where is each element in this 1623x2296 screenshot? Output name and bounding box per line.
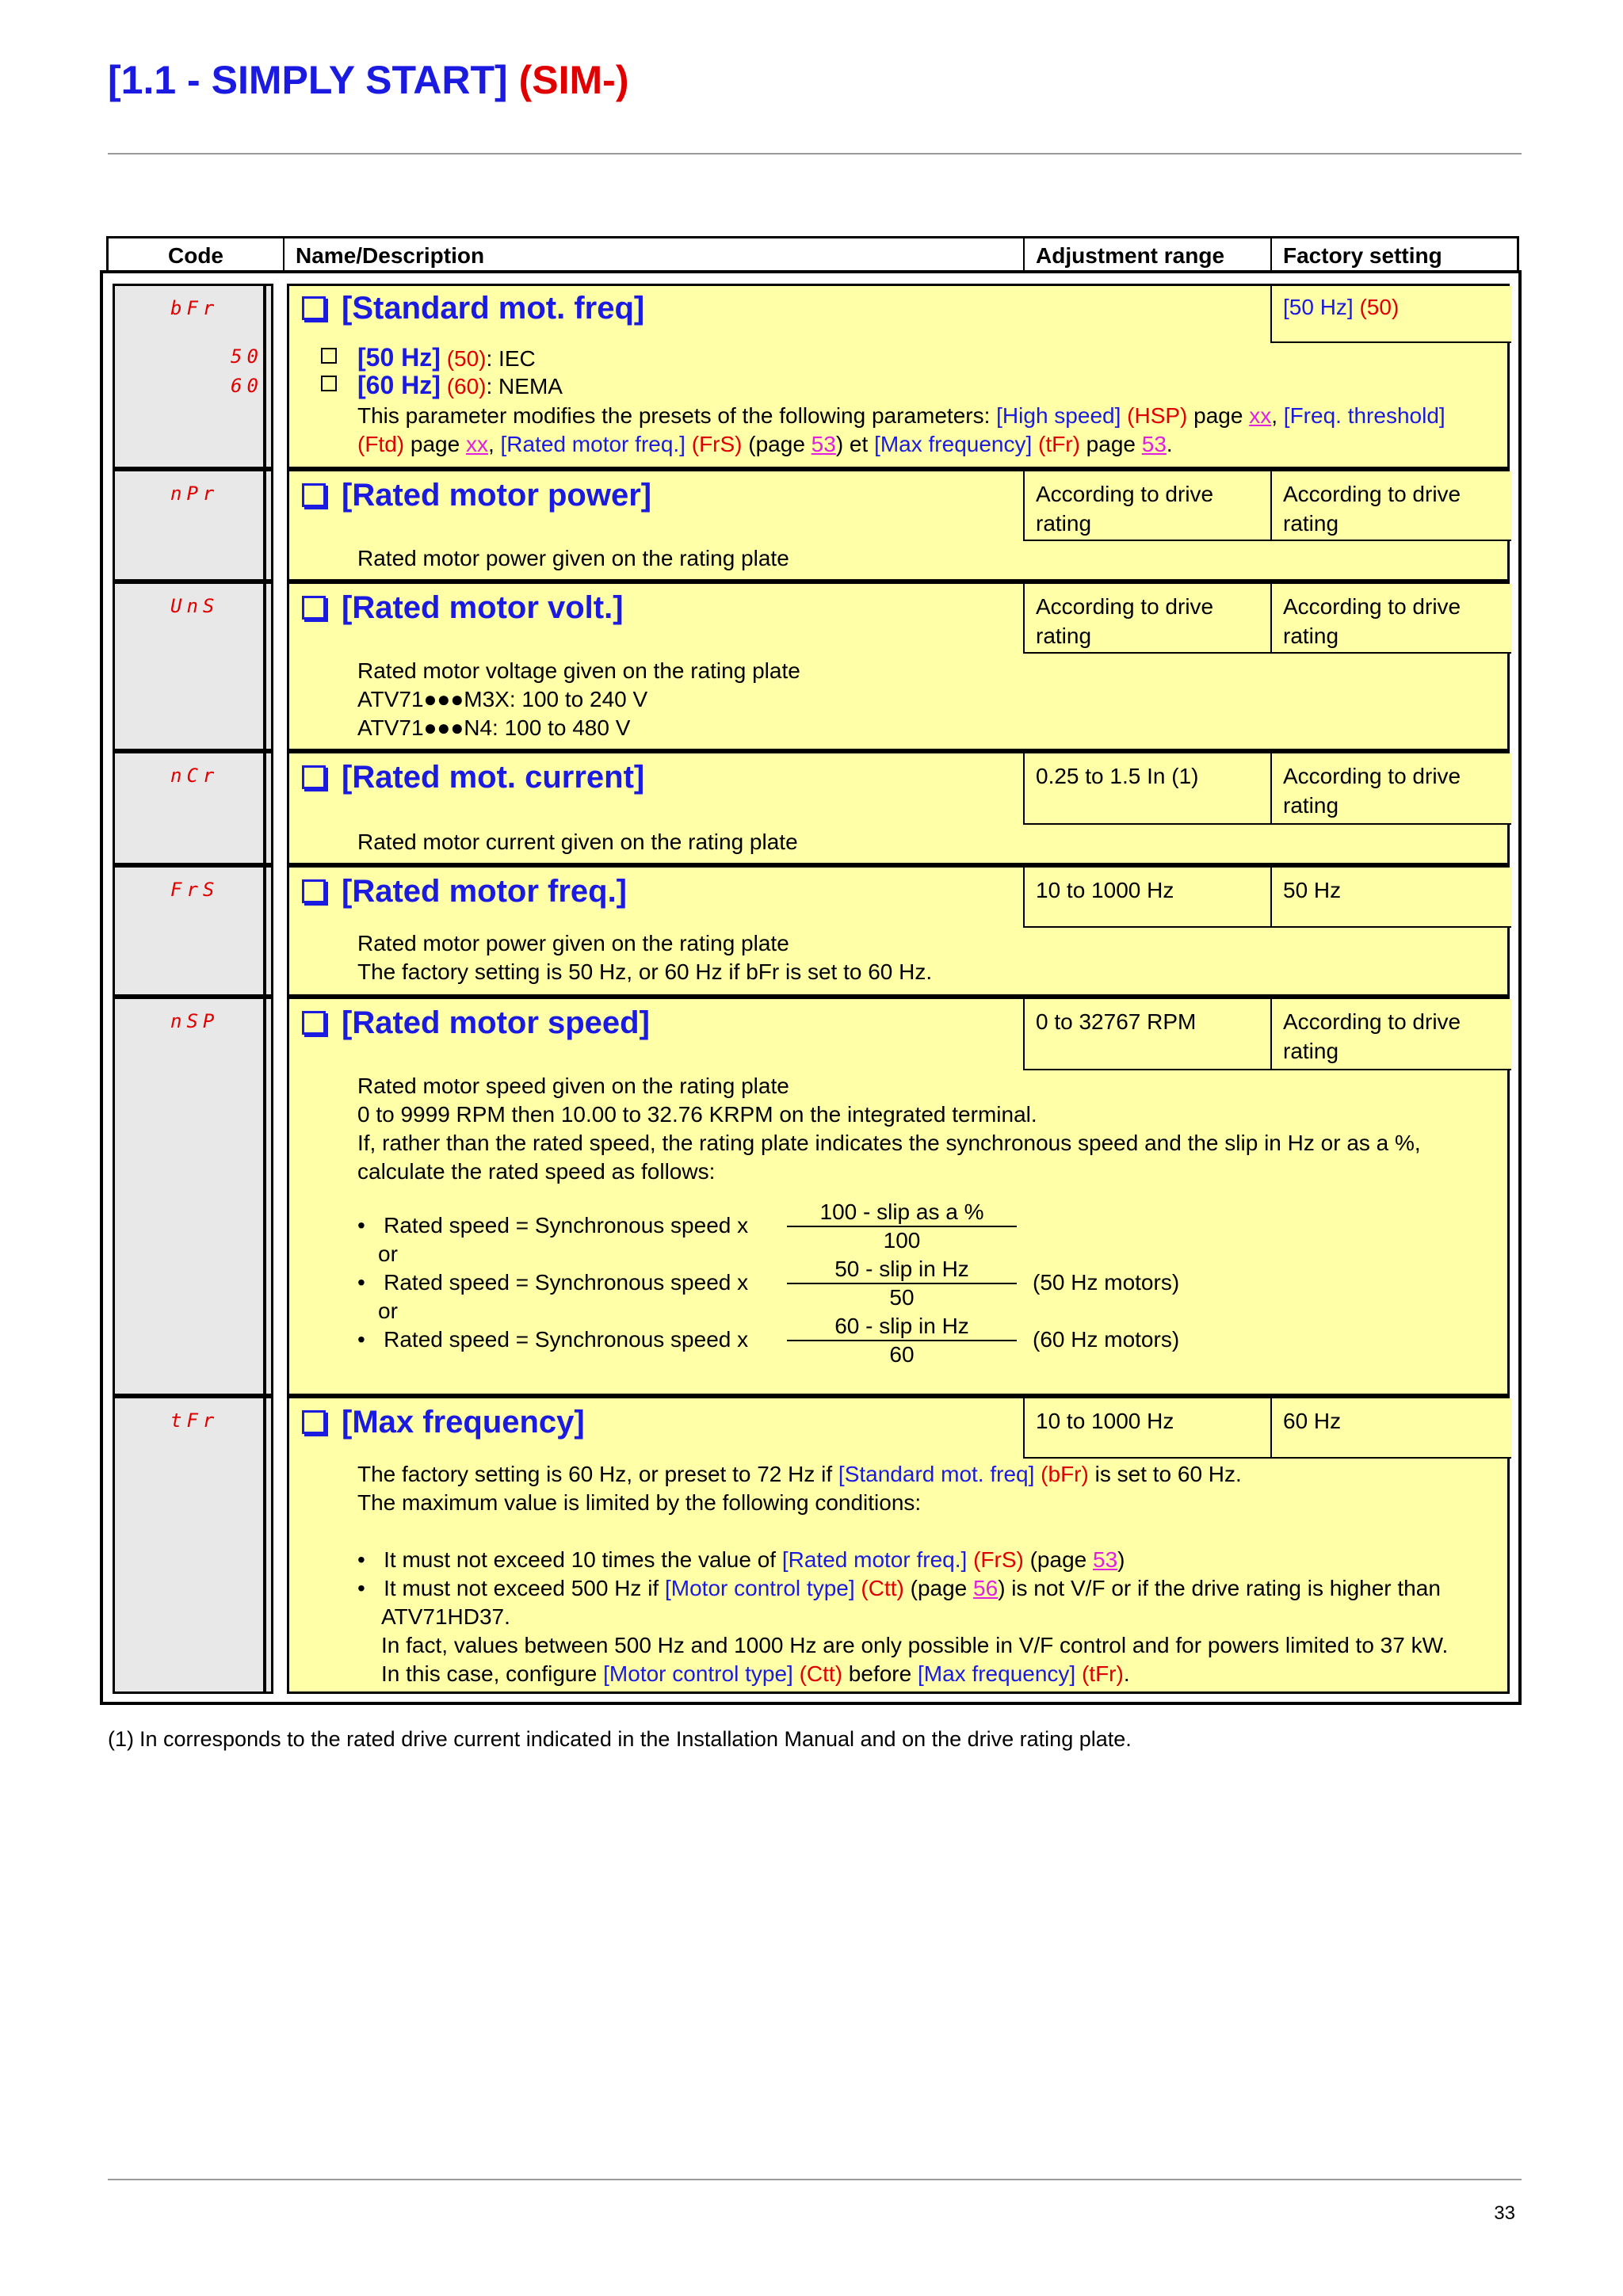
- desc-line-1: Rated motor speed given on the rating plate: [357, 1074, 789, 1098]
- fraction-3: [787, 1313, 1017, 1368]
- param-code-ref: (Ctt): [792, 1661, 843, 1686]
- page-title: [108, 57, 628, 103]
- param-title: [302, 1405, 585, 1440]
- page-number: 33: [1494, 2203, 1515, 2224]
- text: The factory setting is 60 Hz, or preset to 72 Hz if: [357, 1462, 838, 1486]
- header-rule: [108, 153, 1522, 154]
- text: ) is not V/F or if the drive rating is higher than: [998, 1576, 1441, 1600]
- checkbox-icon: [302, 296, 326, 320]
- table-row-bfr: [113, 284, 1510, 469]
- option-code-60: 60: [231, 375, 263, 397]
- param-title: [302, 590, 624, 626]
- option-value: (60): [446, 374, 487, 399]
- option-code-50: 50: [231, 345, 263, 368]
- desc-line-4: calculate the rated speed as follows:: [357, 1159, 716, 1184]
- text: ,: [487, 432, 501, 456]
- text: In this case, configure: [381, 1661, 604, 1686]
- factory-setting-cell: According to drive rating: [1270, 999, 1511, 1070]
- checkbox-icon: [302, 1011, 326, 1035]
- option-60hz: [357, 371, 563, 400]
- param-title-text: [Rated motor speed]: [342, 1005, 650, 1040]
- or-text: or: [378, 1299, 398, 1323]
- text: page: [1187, 403, 1250, 428]
- formula-prefix: Rated speed = Synchronous speed x: [384, 1327, 749, 1352]
- desc-line-2: The factory setting is 50 Hz, or 60 Hz if bFr is set to 60 Hz.: [357, 959, 933, 984]
- or-text: or: [378, 1241, 398, 1266]
- factory-setting-cell: According to drive rating: [1270, 753, 1511, 825]
- footnote-text: In corresponds to the rated drive current indicated in the Installation Manual and on the drive rating plate.: [139, 1727, 1132, 1751]
- description-cell: [287, 582, 1510, 751]
- code-cell: [113, 284, 273, 469]
- col-name-header: Name/Description: [285, 238, 1025, 272]
- footer-rule: [108, 2179, 1522, 2180]
- desc-line-2: The maximum value is limited by the following conditions:: [357, 1490, 922, 1515]
- factory-setting-cell: According to drive rating: [1270, 471, 1511, 541]
- param-ref[interactable]: [Motor control type]: [603, 1661, 793, 1686]
- factory-setting-cell: [1270, 286, 1511, 343]
- param-ref[interactable]: [Freq. threshold]: [1283, 403, 1445, 428]
- col-range-header: Adjustment range: [1025, 238, 1272, 272]
- description-cell: [287, 751, 1510, 865]
- option-value: (50): [446, 346, 487, 371]
- checkbox-icon: [302, 483, 326, 507]
- desc-line-1: [357, 1460, 1242, 1489]
- desc-line-3: If, rather than the rated speed, the rating plate indicates the synchronous speed and the slip in Hz or as a %,: [357, 1131, 1421, 1155]
- text: This parameter modifies the presets of the following parameters:: [357, 403, 997, 428]
- param-title: [302, 478, 651, 513]
- adjustment-range-cell: 0 to 32767 RPM: [1023, 999, 1270, 1070]
- param-title-text: [Rated motor power]: [342, 478, 652, 513]
- numerator: 50 - slip in Hz: [787, 1256, 1017, 1284]
- text: page: [1079, 432, 1142, 456]
- param-code: bFr: [170, 297, 220, 319]
- denominator: 50: [889, 1285, 915, 1310]
- param-code-ref: (Ctt): [854, 1576, 904, 1600]
- desc-line-1: Rated motor power given on the rating plate: [357, 546, 789, 570]
- numerator: 100 - slip as a %: [787, 1199, 1017, 1227]
- param-title: [302, 1005, 650, 1041]
- desc-line-2: [357, 430, 1173, 460]
- col-factory-header: Factory setting: [1283, 243, 1442, 268]
- numerator: 60 - slip in Hz: [787, 1313, 1017, 1341]
- text: It must not exceed 500 Hz if: [384, 1576, 665, 1600]
- param-ref[interactable]: [Max frequency]: [917, 1661, 1076, 1686]
- desc-line-2: 0 to 9999 RPM then 10.00 to 32.76 KRPM on the integrated terminal.: [357, 1102, 1037, 1127]
- formula-prefix: Rated speed = Synchronous speed x: [384, 1213, 749, 1238]
- code-cell: [113, 469, 273, 582]
- checkbox-icon: [302, 879, 326, 903]
- desc-line-1: Rated motor voltage given on the rating plate: [357, 658, 800, 683]
- text: ,: [1271, 403, 1284, 428]
- desc-line-1: Rated motor power given on the rating plate: [357, 931, 789, 955]
- page-title-code: (SIM-): [518, 58, 629, 102]
- param-title-text: [Max frequency]: [342, 1405, 585, 1440]
- text: before: [842, 1661, 918, 1686]
- text: .: [1166, 432, 1173, 456]
- option-label: [60 Hz]: [357, 371, 441, 399]
- desc-line-3: ATV71●●●N4: 100 to 480 V: [357, 715, 631, 740]
- description-cell: [287, 284, 1510, 469]
- checkbox-icon: [321, 348, 337, 364]
- param-title-text: [Rated motor volt.]: [342, 590, 624, 625]
- bullet-2-line-4: [381, 1660, 1130, 1689]
- param-code-ref: (FrS): [967, 1547, 1024, 1572]
- adjustment-range-cell: 0.25 to 1.5 In (1): [1023, 753, 1270, 825]
- formula-note: (50 Hz motors): [1033, 1270, 1180, 1295]
- desc-line-1: [357, 402, 1445, 431]
- desc-line-1: Rated motor current given on the rating plate: [357, 830, 798, 854]
- text: ): [1117, 1547, 1125, 1572]
- param-title-text: [Rated mot. current]: [342, 760, 645, 795]
- checkbox-icon: [302, 1410, 326, 1434]
- footnote-marker: (1): [108, 1727, 134, 1751]
- page-link[interactable]: 53: [1141, 432, 1167, 456]
- param-title: [302, 291, 644, 326]
- option-desc: : IEC: [486, 346, 536, 371]
- table-row-ncr: [113, 751, 1510, 865]
- description-cell: [287, 865, 1510, 997]
- param-code-ref: (HSP): [1121, 403, 1188, 428]
- page-title-text: [1.1 - SIMPLY START]: [108, 58, 508, 102]
- table-row-npr: [113, 469, 1510, 582]
- page-link[interactable]: xx: [465, 432, 488, 456]
- factory-code: (50): [1359, 295, 1400, 319]
- denominator: 100: [883, 1228, 921, 1253]
- param-code: tFr: [170, 1409, 220, 1432]
- param-ref[interactable]: [Motor control type]: [664, 1576, 855, 1600]
- checkbox-icon: [321, 376, 337, 391]
- bullet-1: • It must not exceed 10 times the value of [Rated motor freq.] (FrS) (page 53): [357, 1547, 1125, 1572]
- text: (page: [742, 432, 812, 456]
- table-row-nsp: [113, 997, 1510, 1396]
- checkbox-icon: [302, 596, 326, 620]
- table-row-frs: [113, 865, 1510, 997]
- param-ref[interactable]: [Rated motor freq.]: [781, 1547, 968, 1572]
- param-ref[interactable]: [Max frequency]: [874, 432, 1033, 456]
- text: ) et: [835, 432, 875, 456]
- table-row-uns: [113, 582, 1510, 751]
- description-cell: [287, 997, 1510, 1396]
- page-link[interactable]: xx: [1249, 403, 1272, 428]
- desc-line-2: ATV71●●●M3X: 100 to 240 V: [357, 687, 648, 711]
- checkbox-icon: [302, 765, 326, 789]
- factory-setting-cell: 50 Hz: [1270, 868, 1511, 928]
- footnote: [108, 1727, 1132, 1752]
- formula-note: (60 Hz motors): [1033, 1327, 1180, 1352]
- param-title-text: [Rated motor freq.]: [342, 874, 627, 909]
- denominator: 60: [889, 1342, 915, 1367]
- formula-3: • Rated speed = Synchronous speed x: [357, 1327, 749, 1352]
- fraction-1: [787, 1199, 1017, 1254]
- param-ref[interactable]: [Rated motor freq.]: [500, 432, 685, 456]
- page-link[interactable]: 53: [1093, 1547, 1118, 1572]
- param-title: [302, 760, 644, 795]
- param-ref[interactable]: [Standard mot. freq]: [838, 1462, 1035, 1486]
- adjustment-range-cell: 10 to 1000 Hz: [1023, 868, 1270, 928]
- text: is set to 60 Hz.: [1088, 1462, 1242, 1486]
- page-link[interactable]: 53: [811, 432, 836, 456]
- adjustment-range-cell: 10 to 1000 Hz: [1023, 1398, 1270, 1459]
- adjustment-range-cell: According to drive rating: [1023, 471, 1270, 541]
- param-code: UnS: [170, 595, 220, 617]
- bullet-2-line-3: In fact, values between 500 Hz and 1000 Hz are only possible in V/F control and for powers limited to 37 kW.: [381, 1633, 1449, 1657]
- param-title-text: [Standard mot. freq]: [342, 291, 645, 326]
- text: (page: [1023, 1547, 1093, 1572]
- table-header: [106, 236, 1519, 272]
- param-code-ref: (Ftd): [357, 432, 405, 456]
- factory-label: [50 Hz]: [1283, 295, 1354, 319]
- formula-prefix: Rated speed = Synchronous speed x: [384, 1270, 749, 1295]
- param-code-ref: (bFr): [1034, 1462, 1089, 1486]
- description-cell: [287, 1396, 1510, 1694]
- description-cell: [287, 469, 1510, 582]
- text: (page: [903, 1576, 974, 1600]
- param-code-ref: (tFr): [1032, 432, 1080, 456]
- param-code-ref: (FrS): [685, 432, 743, 456]
- code-cell: [113, 865, 273, 997]
- text: .: [1123, 1661, 1130, 1686]
- code-cell: [113, 582, 273, 751]
- param-title: [302, 874, 627, 910]
- factory-setting-cell: According to drive rating: [1270, 584, 1511, 654]
- page-link[interactable]: 56: [973, 1576, 999, 1600]
- table-row-tfr: [113, 1396, 1510, 1694]
- option-50hz: [357, 343, 536, 372]
- text: page: [404, 432, 466, 456]
- text: It must not exceed 10 times the value of: [384, 1547, 782, 1572]
- formula-2: • Rated speed = Synchronous speed x: [357, 1270, 749, 1295]
- formula-1: • Rated speed = Synchronous speed x: [357, 1213, 749, 1238]
- factory-setting-cell: 60 Hz: [1270, 1398, 1511, 1459]
- bullet-2-line-2: ATV71HD37.: [381, 1604, 510, 1629]
- option-label: [50 Hz]: [357, 343, 441, 372]
- code-cell: [113, 997, 273, 1396]
- param-code: nPr: [170, 482, 220, 505]
- param-code-ref: (tFr): [1075, 1661, 1124, 1686]
- code-cell: [113, 751, 273, 865]
- code-cell: [113, 1396, 273, 1694]
- param-ref[interactable]: [High speed]: [996, 403, 1121, 428]
- param-code: FrS: [170, 879, 220, 901]
- adjustment-range-cell: According to drive rating: [1023, 584, 1270, 654]
- bullet-2: • It must not exceed 500 Hz if [Motor control type] (Ctt) (page 56) is not V/F or if the drive rating is higher than: [357, 1576, 1441, 1600]
- fraction-2: [787, 1256, 1017, 1311]
- param-code: nCr: [170, 765, 220, 787]
- param-code: nSP: [170, 1010, 220, 1032]
- col-code-header: Code: [109, 238, 285, 272]
- option-desc: : NEMA: [486, 374, 563, 399]
